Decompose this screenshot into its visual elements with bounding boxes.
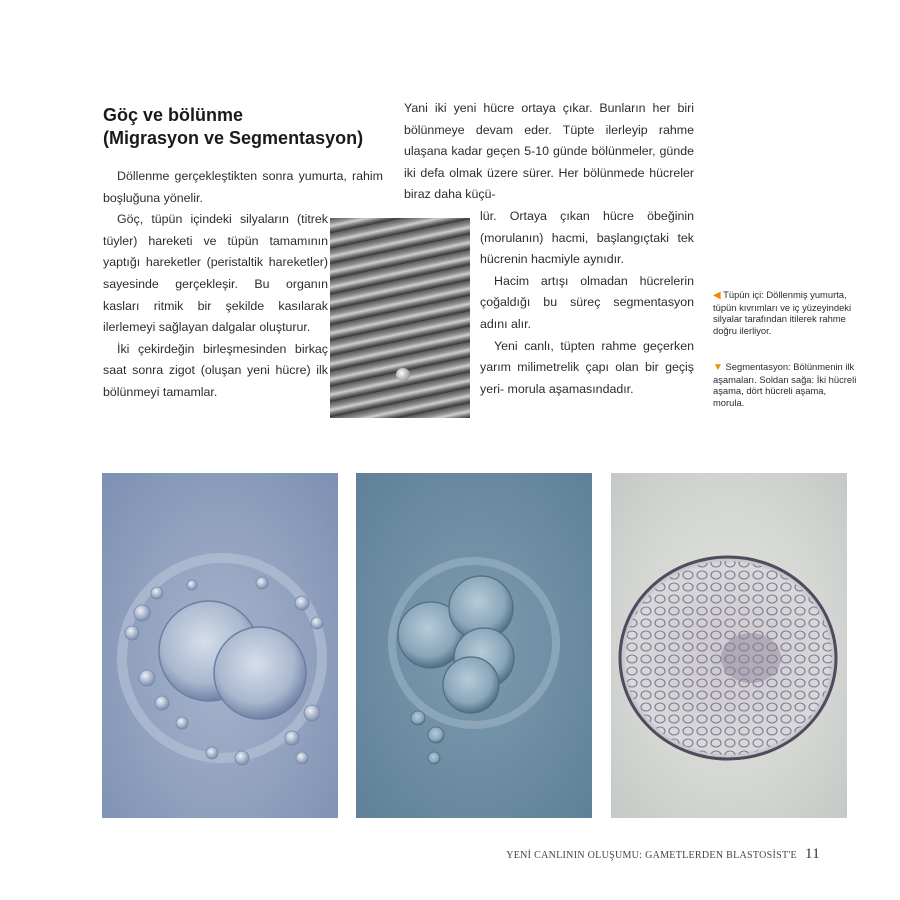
paragraph: İki çekirdeğin birleşmesinden birkaç saat sonra zigot (oluşan yeni hücre) ilk bölünmeyi tamamlar. bbox=[103, 341, 328, 399]
caption-text: Segmentasyon: Bölünmenin ilk aşamaları. Soldan sağa: İki hücreli aşama, dört hücreli aşama, morula. bbox=[713, 361, 857, 408]
paragraph: Yani iki yeni hücre ortaya çıkar. Bunların her biri bölünmeye devam eder. Tüpte ilerleyip rahme ulaşana kadar geçen 5-10 günde bölünmeler, günde iki defa olmak üzere sürer. Her bölünmede hücreler biraz daha küçü- bbox=[404, 101, 694, 202]
right-text-column bbox=[404, 98, 694, 400]
section-heading-line1: Göç ve bölünme bbox=[103, 105, 244, 125]
paragraph: Yeni canlı, tüpten rahme geçerken yarım milimetrelik çapı olan bir geçiş yeri- morula aşamasındadır. bbox=[480, 338, 694, 396]
down-triangle-icon: ▼ bbox=[713, 362, 723, 373]
paragraph: Hacim artışı olmadan hücrelerin çoğaldığı bu süreç segmentasyon adını alır. bbox=[480, 273, 694, 331]
paragraph: Göç, tüpün içindeki silyaların (titrek tüyler) hareketi ve tüpün tamamının yaptığı hareketler (peristaltik hareketler) sayesinde gerçekleşir. Bu organın kasları ritmik bir şekilde kasılarak ilerlemeyi sağlayan dalgalar oluşturur. bbox=[103, 212, 328, 335]
section-heading bbox=[103, 104, 393, 150]
morula-photo bbox=[611, 473, 847, 818]
running-title: YENİ CANLININ OLUŞUMU: GAMETLERDEN BLASTOSİST'E bbox=[506, 850, 797, 861]
four-cell-stage-photo bbox=[356, 473, 592, 818]
left-text-column bbox=[103, 166, 383, 404]
caption-text: Tüpün içi: Döllenmiş yumurta, tüpün kıvrımları ve iç yüzeyindeki silyalar tarafından itilerek rahme doğru ilerliyor. bbox=[713, 289, 852, 336]
caption-tube bbox=[713, 289, 858, 336]
two-cell-stage-photo bbox=[102, 473, 338, 818]
left-triangle-icon: ◀ bbox=[713, 290, 721, 301]
wrapped-text-block bbox=[404, 206, 694, 400]
paragraph: Döllenme gerçekleştikten sonra yumurta, rahim boşluğuna yönelir. bbox=[103, 169, 383, 205]
caption-segmentation bbox=[713, 361, 858, 408]
page-number: 11 bbox=[804, 846, 820, 862]
section-heading-line2: (Migrasyon ve Segmentasyon) bbox=[103, 128, 364, 148]
paragraph: lür. Ortaya çıkan hücre öbeğinin (morulanın) hacmi, başlangıçtaki tek hücrenin hacmiyle aynıdır. bbox=[480, 208, 694, 267]
page-footer bbox=[420, 846, 820, 863]
